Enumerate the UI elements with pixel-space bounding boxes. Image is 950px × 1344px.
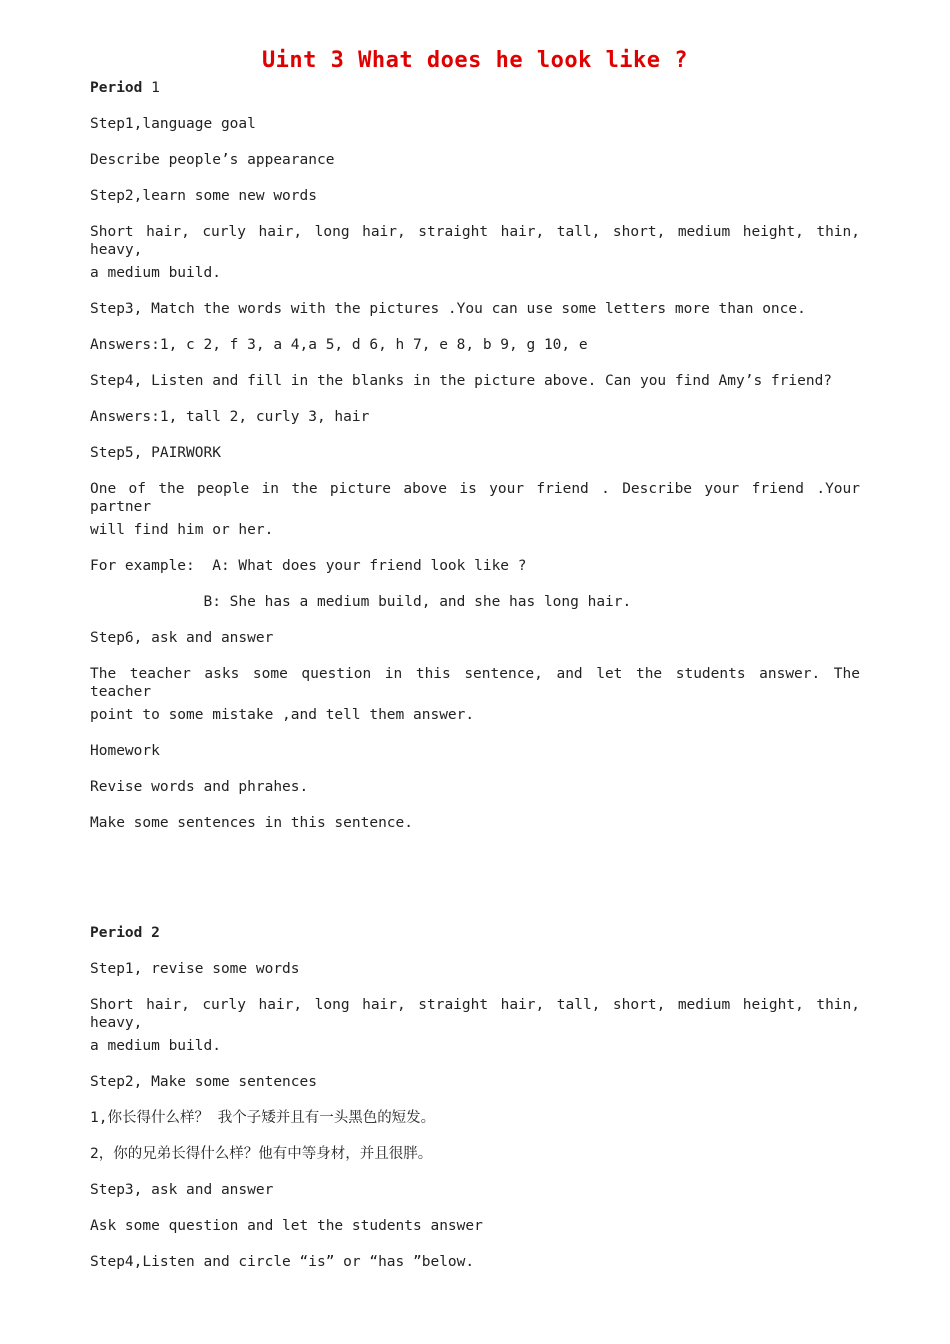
period1-answers2: Answers:1, tall 2, curly 3, hair xyxy=(90,409,370,425)
period1-example-a: For example: A: What does your friend look like ? xyxy=(90,558,527,574)
period1-answers1: Answers:1, c 2, f 3, a 4,a 5, d 6, h 7, e 8, b 9, g 10, e xyxy=(90,337,588,353)
period1-homework: Homework xyxy=(90,743,160,759)
period2-step3: Step3, ask and answer xyxy=(90,1182,274,1198)
period1-words-line1: Short hair, curly hair, long hair, straight hair, tall, short, medium height, thin, heavy, xyxy=(90,224,860,258)
period1-step2: Step2,learn some new words xyxy=(90,188,317,204)
period1-example-b: B: She has a medium build, and she has long hair. xyxy=(90,594,632,610)
period2-sentence2: 2，你的兄弟长得什么样？他有中等身材，并且很胖。 xyxy=(90,1146,433,1162)
period1-step5: Step5, PAIRWORK xyxy=(90,445,221,461)
period1-heading-line xyxy=(90,79,160,97)
period2-words-line2: a medium build. xyxy=(90,1038,221,1054)
period1-teacher-line1: The teacher asks some question in this sentence, and let the students answer. The teacher xyxy=(90,666,860,700)
period1-step1: Step1,language goal xyxy=(90,116,256,132)
period2-ask: Ask some question and let the students answer xyxy=(90,1218,483,1234)
period2-heading: Period 2 xyxy=(90,925,160,941)
period1-describe: Describe people’s appearance xyxy=(90,152,335,168)
period2-step1: Step1, revise some words xyxy=(90,961,300,977)
period1-heading: Period xyxy=(90,80,143,96)
period1-words-line2: a medium build. xyxy=(90,265,221,281)
period1-pair-line1: One of the people in the picture above is your friend . Describe your friend .Your partner xyxy=(90,481,860,515)
period1-pair-line2: will find him or her. xyxy=(90,522,274,538)
period2-step2: Step2, Make some sentences xyxy=(90,1074,317,1090)
period1-revise: Revise words and phrahes. xyxy=(90,779,309,795)
period1-step6: Step6, ask and answer xyxy=(90,630,274,646)
period2-sentence1: 1,你长得什么样？ 我个子矮并且有一头黑色的短发。 xyxy=(90,1110,436,1126)
period2-words-line1: Short hair, curly hair, long hair, straight hair, tall, short, medium height, thin, heavy, xyxy=(90,997,860,1031)
period1-step3: Step3, Match the words with the pictures .You can use some letters more than once. xyxy=(90,301,806,317)
period1-step4: Step4, Listen and fill in the blanks in the picture above. Can you find Amy’s friend? xyxy=(90,373,833,389)
period2-step4: Step4,Listen and circle “is” or “has ”below. xyxy=(90,1254,475,1270)
period1-teacher-line2: point to some mistake ,and tell them answer. xyxy=(90,707,475,723)
period1-make: Make some sentences in this sentence. xyxy=(90,815,414,831)
document-title: Uint 3 What does he look like ? xyxy=(261,48,689,73)
period1-number: 1 xyxy=(142,80,160,96)
